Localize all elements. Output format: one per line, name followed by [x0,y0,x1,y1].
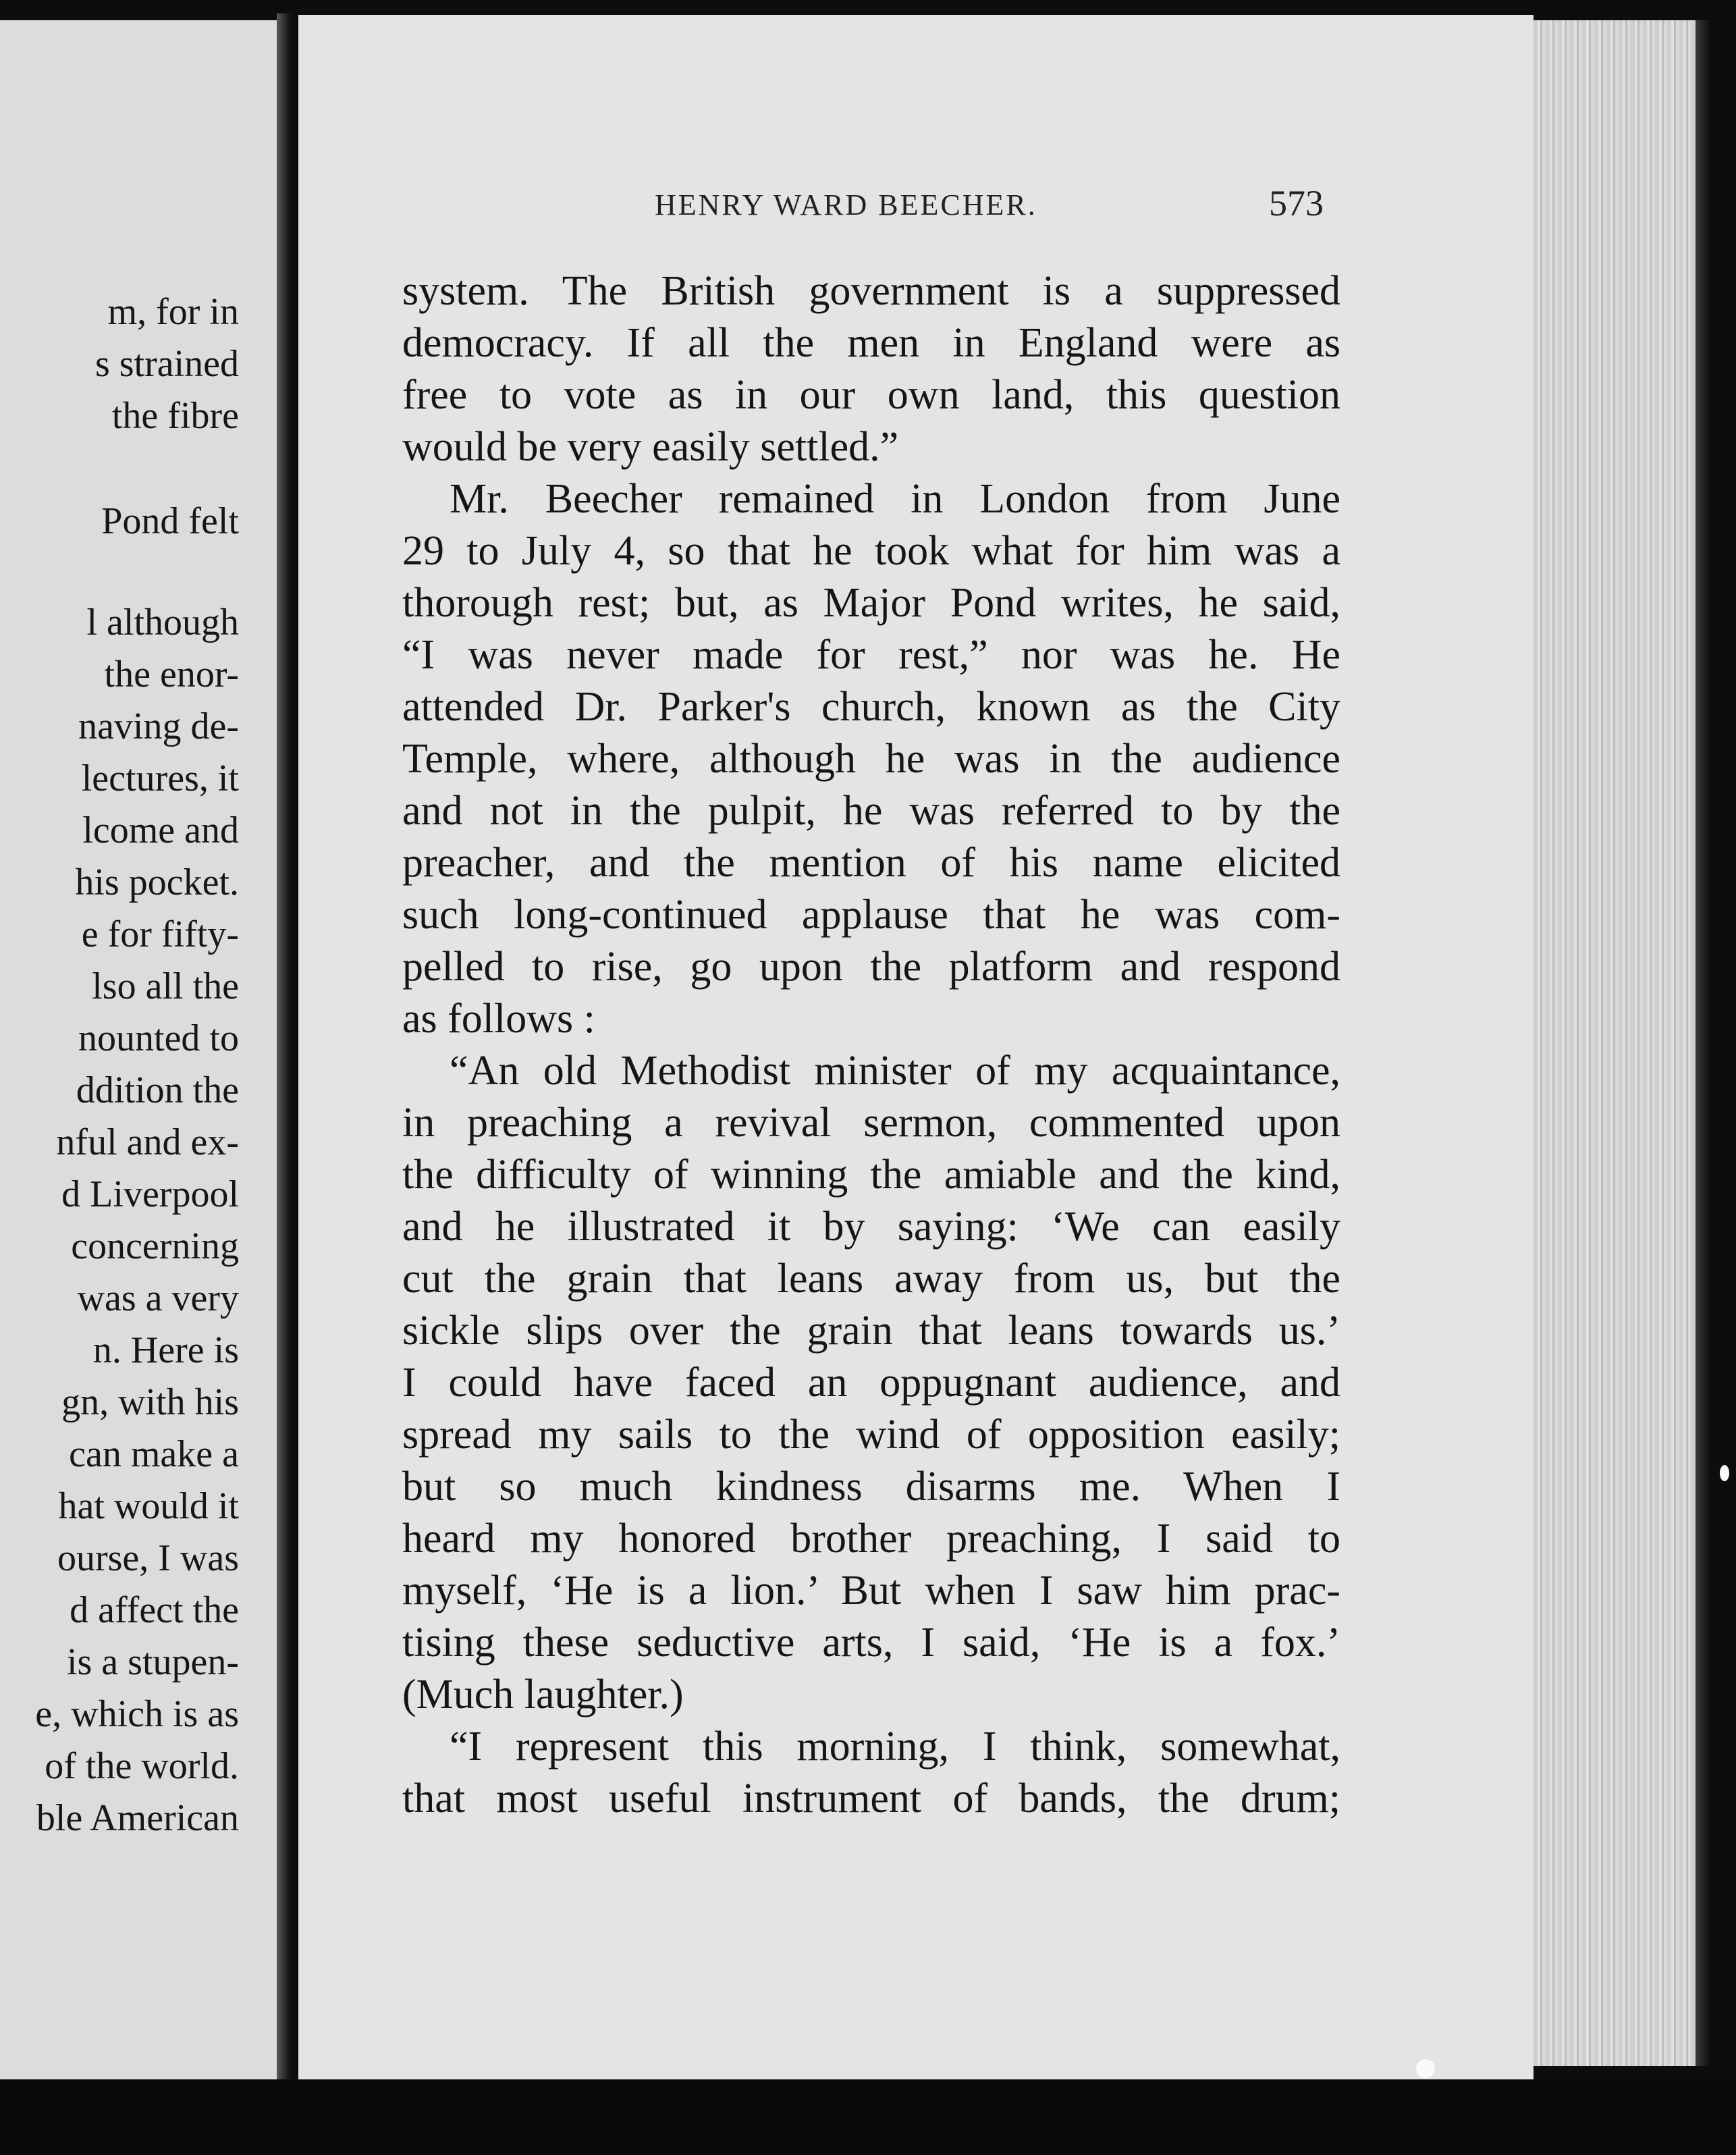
left-page-line: hat would it [58,1485,239,1527]
left-facing-page [0,20,277,2079]
left-page-line: Pond felt [101,500,239,542]
body-line: tising these seductive arts, I said, ‘He is a fox.’ [402,1620,1340,1666]
left-page-line: l although [86,602,239,643]
left-page-line: the fibre [111,395,239,437]
left-page-line: can make a [69,1433,239,1475]
left-page-line: concerning [71,1225,239,1267]
left-page-line: nounted to [78,1017,239,1059]
left-page-line: m, for in [107,291,239,333]
body-line: system. The British government is a suppressed [402,268,1340,314]
scan-speck [1720,1465,1729,1481]
left-page-line: lectures, it [81,757,239,799]
left-page-line: naving de- [78,706,239,747]
body-line: as follows : [402,996,595,1042]
body-line: such long-continued applause that he was com- [402,892,1340,938]
body-line: “I represent this morning, I think, somewhat, [450,1724,1340,1770]
left-page-line: the enor- [104,654,239,695]
body-line: cut the grain that leans away from us, but the [402,1256,1340,1302]
body-line: attended Dr. Parker's church, known as the City [402,684,1340,730]
body-line: but so much kindness disarms me. When I [402,1464,1340,1510]
left-page-line: d Liverpool [61,1173,239,1215]
left-page-line: ble American [36,1797,239,1839]
body-line: the difficulty of winning the amiable and the kind, [402,1152,1340,1198]
body-line: sickle slips over the grain that leans towards us.’ [402,1308,1340,1354]
left-page-line: is a stupen- [66,1641,239,1683]
left-page-line: of the world. [45,1745,239,1787]
left-page-line: nful and ex- [56,1121,239,1163]
body-line: heard my honored brother preaching, I said to [402,1516,1340,1562]
body-line: in preaching a revival sermon, commented upon [402,1100,1340,1146]
left-page-line: lso all the [92,965,239,1007]
scan-speck [1416,2059,1435,2078]
left-page-line: n. Here is [92,1329,239,1371]
page-number: 573 [1269,183,1324,223]
left-page-line: gn, with his [61,1381,239,1423]
body-line: “I was never made for rest,” nor was he. He [402,632,1340,678]
left-page-line: his pocket. [75,861,239,903]
body-line: (Much laughter.) [402,1672,684,1718]
body-line: free to vote as in our own land, this question [402,372,1340,418]
body-line: and not in the pulpit, he was referred to by the [402,788,1340,834]
left-page-line: was a very [77,1277,239,1319]
body-line: pelled to rise, go upon the platform and respond [402,944,1340,990]
left-page-line: lcome and [82,809,239,851]
body-line: would be very easily settled.” [402,424,899,470]
body-line: Temple, where, although he was in the audience [402,736,1340,782]
page-edges [1534,20,1696,2066]
body-line: I could have faced an oppugnant audience, and [402,1360,1340,1406]
body-line: democracy. If all the men in England were as [402,320,1340,366]
body-line: 29 to July 4, so that he took what for him was a [402,528,1340,574]
body-line: and he illustrated it by saying: ‘We can easily [402,1204,1340,1250]
body-line: myself, ‘He is a lion.’ But when I saw him prac- [402,1568,1340,1614]
body-line: spread my sails to the wind of opposition easily; [402,1412,1340,1458]
left-page-line: ddition the [76,1069,239,1111]
body-line: thorough rest; but, as Major Pond writes, he said, [402,580,1340,626]
scan-background [0,2079,1736,2155]
left-page-line: e for fifty- [81,913,239,955]
body-line: “An old Methodist minister of my acquaintance, [450,1048,1340,1094]
left-page-line: e, which is as [35,1693,239,1735]
body-line: preacher, and the mention of his name elicited [402,840,1340,886]
book-gutter [277,14,298,2093]
body-line: Mr. Beecher remained in London from June [450,476,1340,522]
left-page-line: ourse, I was [57,1537,239,1579]
book-cover-edge [1696,20,1710,2066]
left-page-line: s strained [94,343,239,385]
running-header: HENRY WARD BEECHER. [655,188,1037,221]
body-line: that most useful instrument of bands, the drum; [402,1776,1340,1821]
left-page-line: d affect the [70,1589,239,1631]
